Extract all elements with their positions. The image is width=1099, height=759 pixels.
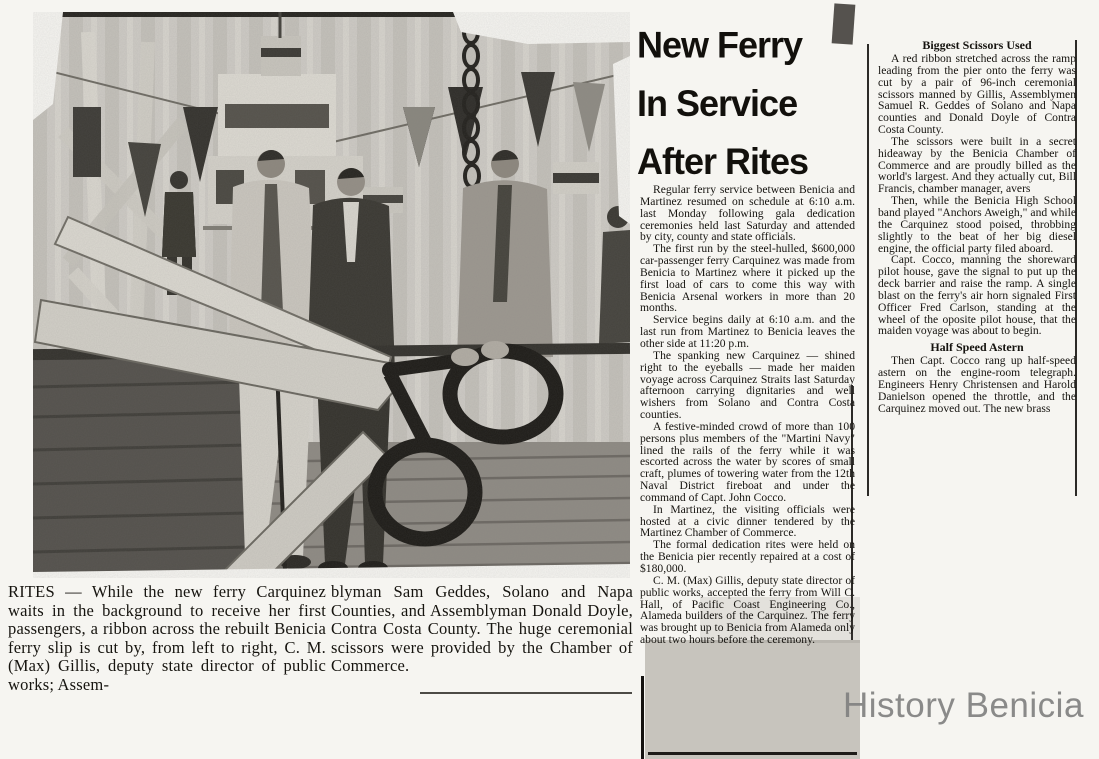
scrap-left-rule — [641, 676, 644, 759]
headline-line-3: After Rites — [637, 139, 809, 183]
sidebar-paragraph: Capt. Cocco, manning the shoreward pilot house, gave the signal to put up the deck barrier and raise the ramp. A single blast on the ferry's air horn signaled First Officer Fred Carlson, standing at the wheel of the oposite pilot house, that the maiden voyage was about to begin. — [878, 253, 1076, 338]
caption-divider-rule — [420, 692, 632, 694]
sidebar-heading-half-speed-astern: Half Speed Astern — [930, 340, 1024, 355]
ceremony-photo-illustration — [33, 12, 630, 578]
article-paragraph: A festive-minded crowd of more than 100 persons plus members of the "Martini Navy" lined the rails of the ferry while it was escorted across the water by scores of small craft, plumes of towering water from the 12th Naval District fireboat and under the command of Capt. John Cocco. — [640, 419, 855, 504]
article-paragraph: In Martinez, the visiting officials were hosted at a civic dinner tendered by the Martinez Chamber of Commerce. — [640, 502, 855, 540]
article-column — [640, 184, 855, 646]
photo-caption-left: RITES — While the new ferry Carquinez waits in the background to receive her first passengers, a ribbon across the rebuilt Benicia ferry slip is cut by, from left to right, C. M. (Max) Gillis, deputy state director of public works; Assem- — [8, 582, 326, 694]
headline — [637, 16, 852, 191]
sidebar-heading-biggest-scissors: Biggest Scissors Used — [922, 38, 1032, 52]
sidebar-paragraph: The scissors were built in a secret hideaway by the Benicia Chamber of Commerce and are proudly billed as the world's largest. And they actually cut, Bill Francis, chamber manager, avers — [878, 134, 1076, 196]
article-paragraph: C. M. (Max) Gillis, deputy state director of public works, accepted the ferry from Will C. Hall, of Pacific Coast Engineering Co., Alameda builders of the Carquinez. The ferry was brought up to Benicia from Alameda only about two hours before the ceremony. — [640, 573, 855, 647]
column-rule-sidebar-left — [867, 44, 869, 496]
halftone-grain — [33, 12, 630, 578]
history-benicia-watermark: History Benicia — [843, 686, 1084, 725]
sidebar-paragraph: Then Capt. Cocco rang up half-speed astern on the engine-room telegraph. Engineers Henry Christensen and Harold Danielson opened the throttle, and the Carquinez moved out. The new brass — [878, 354, 1076, 415]
pasted-scrap-background — [645, 640, 860, 759]
photo-caption-right: blyman Sam Geddes, Solano and Napa Counties, and Assemblyman Donald Doyle, Contra Costa County. The huge ceremonial scissors were provided by the Chamber of Commerce. — [331, 582, 633, 676]
article-paragraph: Regular ferry service between Benicia and Martinez resumed on schedule at 6:10 a.m. last Monday following gala dedication ceremonies held last Saturday and attended by city, county and state officials. — [640, 183, 855, 244]
sidebar-paragraph: A red ribbon stretched across the ramp leading from the pier onto the ferry was cut by a pair of 96-inch ceremonial scissors manned by Gillis, Assemblymen Samuel R. Geddes of Solano and Napa counties and Donald Doyle of Contra Costa County. — [878, 52, 1076, 137]
scrap-bottom-rule — [648, 752, 857, 755]
ink-smudge — [832, 3, 856, 44]
article-paragraph: The first run by the steel-hulled, $600,000 car-passenger ferry Carquinez was made from Benicia to Martinez where it picked up the first load of cars to come this way with Benicia Arsenal workers in more than 20 months. — [640, 242, 855, 315]
headline-line-1: New Ferry — [637, 23, 803, 66]
sidebar-paragraph: Then, while the Benicia High School band played "Anchors Aweigh," and while the Carquinez stood poised, throbbing slightly to the beat of her big diesel engine, the official party filed aboard. — [878, 194, 1076, 255]
article-paragraph: The spanking new Carquinez — shined right to the eyeballs — made her maiden voyage across Carquinez Straits last Saturday afternoon carrying dignitaries and well wishers from Solano and Contra Costa counties. — [640, 348, 855, 422]
sidebar-column — [878, 38, 1076, 414]
article-paragraph: The formal dedication rites were held on the Benicia pier recently repaired at a cost of $180,000. — [640, 538, 855, 575]
article-paragraph: Service begins daily at 6:10 a.m. and the last run from Martinez to Benicia leaves the other side at 11:20 p.m. — [640, 313, 855, 350]
headline-line-2: In Service — [637, 81, 798, 125]
ceremony-photo — [33, 12, 630, 578]
